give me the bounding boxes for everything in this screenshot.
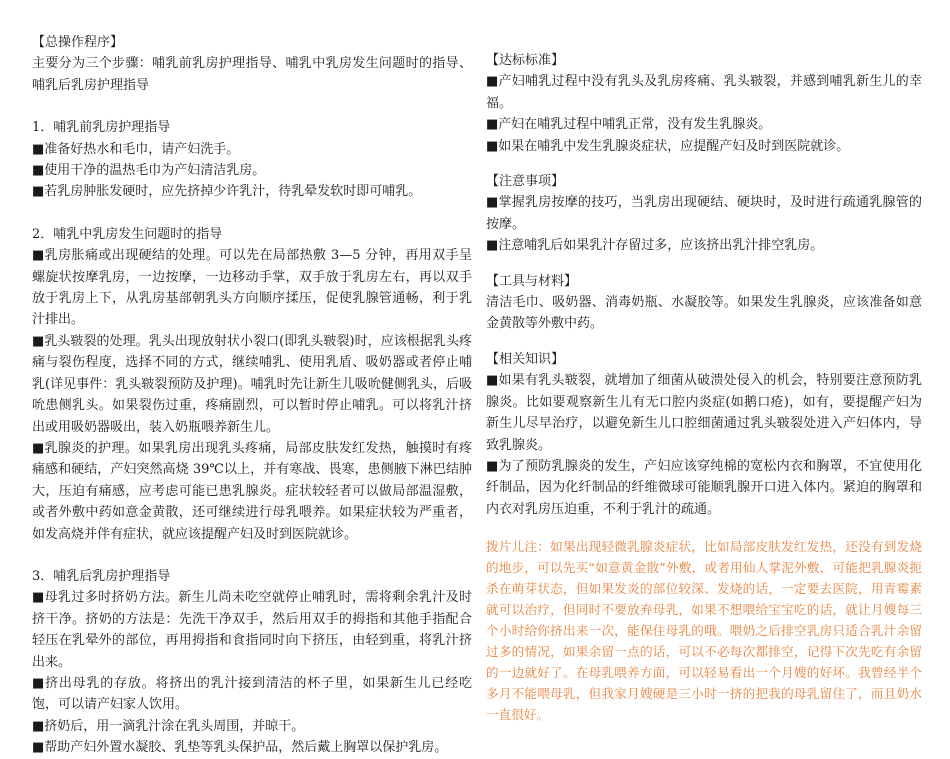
section-2-item: ■乳房胀痛或出现硬结的处理。可以先在局部热敷 3—5 分钟，再用双手呈螺旋状按摩乳房，一边按摩，一边移动手掌，双手放于乳房左右，再以双手放于乳房上下，从乳房基部朝乳头方向顺序揉压，促使乳腺管通畅，利于乳汁排出。 [32, 248, 472, 328]
section-1-item: ■使用干净的温热毛巾为产妇清洁乳房。 [32, 163, 266, 179]
tools-text: 清洁毛巾、吸奶器、消毒奶瓶、水凝胶等。如果发生乳腺炎，应该准备如意金黄散等外敷中药。 [486, 295, 922, 332]
section-2-item: ■乳头皲裂的处理。乳头出现放射状小裂口(即乳头皲裂)时，应该根据乳头疼痛与裂伤程度，选择不同的方式，继续哺乳、使用乳盾、吸奶器或者停止哺乳(详见事件：乳头皲裂预防及护理)。哺乳时先让新生儿吸吮健侧乳头，后吸吮患侧乳头。如果裂伤过重，疼痛剧烈，可以暂时停止哺乳。可以将乳汁挤出或用吸奶器吸出，装入奶瓶喂养新生儿。 [32, 333, 472, 435]
overview-text: 主要分为三个步骤：哺乳前乳房护理指导、哺乳中乳房发生问题时的指导、哺乳后乳房护理指导 [32, 56, 472, 93]
author-note: 拨片儿注：如果出现轻微乳腺炎症状，比如局部皮肤发红发热，还没有到发烧的地步，可以先买“如意黄金散”外敷，或者用仙人掌泥外敷，可能把乳腺炎扼杀在萌芽状态，但如果发炎的部位较深、发烧的话，一定要去医院，用青霉素就可以治疗，但同时不要放弃母乳，如果不想喂给宝宝吃的话，就让月嫂每三个小时给你挤出来一次，能保住母乳的哦。喂奶之后排空乳房只适合乳汁余留过多的情况，如果余留一点的话，可以不必每次都排空，记得下次先吃有余留的一边就好了。在母乳喂养方面，可以轻易看出一个月嫂的好坏。我曾经半个多月不能喂母乳，但我家月嫂硬是三小时一挤的把我的母乳留住了，而且奶水一直很好。 [486, 539, 922, 723]
knowledge-item: ■如果有乳头皲裂，就增加了细菌从破溃处侵入的机会，特别要注意预防乳腺炎。比如要观察新生儿有无口腔内炎症(如鹅口疮)，如有，要提醒产妇为新生儿尽早治疗，以避免新生儿口腔细菌通过乳头皲裂处进入产妇体内，导致乳腺炎。 [486, 373, 922, 453]
section-2-item: ■乳腺炎的护理。如果乳房出现乳头疼痛，局部皮肤发红发热，触摸时有疼痛感和硬结，产妇突然高烧 39℃以上，并有寒战、畏寒，患侧腋下淋巴结肿大，压迫有痛感，应考虑可能已患乳腺炎。症状较轻者可以做局部温湿敷，或者外敷中药如意金黄散，还可继续进行母乳喂养。如果症状较为严重者，如发高烧并伴有症状，就应该提醒产妇及时到医院就诊。 [32, 440, 472, 542]
section-3-item: ■帮助产妇外置水凝胶、乳垫等乳头保护品，然后戴上胸罩以保护乳房。 [32, 740, 448, 756]
section-1-item: ■准备好热水和毛巾，请产妇洗手。 [32, 141, 240, 157]
section-3-title: 3．哺乳后乳房护理指导 [32, 568, 171, 584]
right-column [486, 50, 922, 725]
section-3-item: ■母乳过多时挤奶方法。新生儿尚未吃空就停止哺乳时，需将剩余乳汁及时挤干净。挤奶的方法是：先洗干净双手，然后用双手的拇指和其他手指配合轻压在乳晕外的部位，再用拇指和食指同时向下挤压，由轻到重，将乳汁挤出来。 [32, 590, 472, 670]
overview-title: 【总操作程序】 [32, 35, 124, 50]
tools-title: 【工具与材料】 [486, 273, 578, 289]
knowledge-item: ■为了预防乳腺炎的发生，产妇应该穿纯棉的宽松内衣和胸罩，不宜使用化纤制品，因为化纤制品的纤维微球可能顺乳腺开口进入体内。紧迫的胸罩和内衣对乳房压迫重，不利于乳汁的疏通。 [486, 458, 922, 517]
section-1-item: ■若乳房肿胀发硬时，应先挤掉少许乳汁，待乳晕发软时即可哺乳。 [32, 184, 422, 200]
section-3-item: ■挤奶后，用一滴乳汁涂在乳头周围，并晾干。 [32, 718, 305, 734]
standard-item: ■产妇在哺乳过程中哺乳正常，没有发生乳腺炎。 [486, 117, 772, 133]
standard-title: 【达标标准】 [486, 53, 565, 68]
left-column [32, 32, 472, 759]
notice-item: ■注意哺乳后如果乳汁存留过多，应该挤出乳汁排空乳房。 [486, 238, 824, 254]
standard-item: ■如果在哺乳中发生乳腺炎症状，应提醒产妇及时到医院就诊。 [486, 138, 850, 154]
knowledge-title: 【相关知识】 [486, 351, 565, 367]
notice-item: ■掌握乳房按摩的技巧，当乳房出现硬结、硬块时，及时进行疏通乳腺管的按摩。 [486, 195, 922, 232]
notice-title: 【注意事项】 [486, 174, 565, 190]
section-1-title: 1．哺乳前乳房护理指导 [32, 120, 171, 136]
section-3-item: ■挤出母乳的存放。将挤出的乳汁接到清洁的杯子里，如果新生儿已经吃饱，可以请产妇家人饮用。 [32, 675, 472, 713]
section-2-title: 2．哺乳中乳房发生问题时的指导 [32, 226, 223, 242]
standard-item: ■产妇哺乳过程中没有乳头及乳房疼痛、乳头皲裂，并感到哺乳新生儿的幸福。 [486, 74, 922, 111]
